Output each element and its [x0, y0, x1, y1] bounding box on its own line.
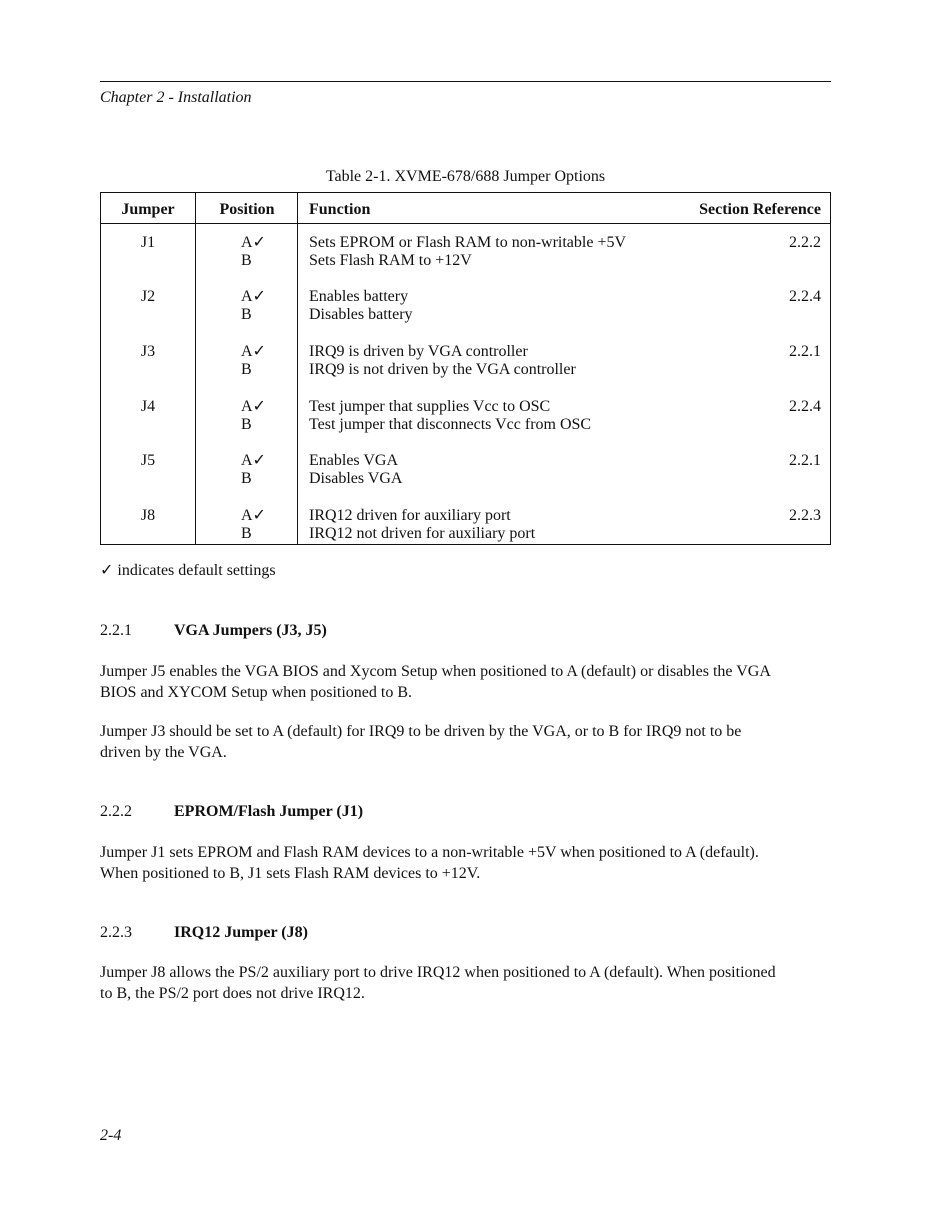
paragraph: [100, 721, 831, 763]
table-caption: Table 2-1. XVME-678/688 Jumper Options: [325, 168, 606, 185]
jumper-cell: J4: [140, 398, 156, 415]
position-a-cell: A✓: [241, 507, 266, 524]
paragraph-line: When positioned to B, J1 sets Flash RAM devices to +12V.: [100, 865, 481, 882]
jumper-cell: J1: [140, 234, 156, 251]
position-a-cell: A✓: [241, 288, 266, 305]
function-b-cell: IRQ12 not driven for auxiliary port: [309, 525, 536, 542]
function-b-cell: Disables VGA: [309, 470, 403, 487]
jumper-options-table: [100, 192, 831, 545]
position-b-cell: B: [241, 252, 252, 269]
paragraph-line: BIOS and XYCOM Setup when positioned to B.: [100, 684, 412, 701]
section-title: IRQ12 Jumper (J8): [174, 924, 308, 941]
jumper-cell: J5: [140, 452, 156, 469]
column-divider: [297, 193, 298, 544]
header-divider: [101, 223, 830, 224]
position-a-cell: A✓: [241, 398, 266, 415]
page-number: 2-4: [100, 1127, 122, 1144]
section-heading-2-2-1: [100, 622, 327, 640]
chapter-header: Chapter 2 - Installation: [100, 89, 252, 106]
paragraph-line: Jumper J1 sets EPROM and Flash RAM devices to a non-writable +5V when positioned to A (default).: [100, 844, 759, 861]
paragraph: [100, 661, 831, 703]
section-ref-cell: 2.2.3: [789, 507, 821, 524]
function-a-cell: Enables battery: [309, 288, 409, 305]
section-ref-cell: 2.2.1: [789, 343, 821, 360]
jumper-cell: J3: [140, 343, 156, 360]
header-section-reference: Section Reference: [699, 201, 821, 218]
header-rule: [100, 81, 831, 82]
function-a-cell: Sets EPROM or Flash RAM to non-writable +5V: [309, 234, 627, 251]
function-b-cell: Disables battery: [309, 306, 413, 323]
section-ref-cell: 2.2.1: [789, 452, 821, 469]
position-b-cell: B: [241, 361, 252, 378]
function-a-cell: Enables VGA: [309, 452, 399, 469]
paragraph-line: driven by the VGA.: [100, 744, 227, 761]
paragraph: [100, 842, 831, 884]
section-heading-2-2-2: [100, 803, 363, 821]
section-number: 2.2.3: [100, 924, 132, 941]
function-b-cell: IRQ9 is not driven by the VGA controller: [309, 361, 576, 378]
section-heading-2-2-3: [100, 924, 308, 942]
section-number: 2.2.1: [100, 622, 132, 639]
paragraph: [100, 962, 831, 1004]
section-ref-cell: 2.2.4: [789, 398, 821, 415]
position-b-cell: B: [241, 470, 252, 487]
header-jumper: Jumper: [121, 201, 175, 218]
paragraph-line: Jumper J3 should be set to A (default) for IRQ9 to be driven by the VGA, or to B for IRQ9 not to be: [100, 723, 742, 740]
section-ref-cell: 2.2.2: [789, 234, 821, 251]
position-b-cell: B: [241, 525, 252, 542]
paragraph-line: to B, the PS/2 port does not drive IRQ12.: [100, 985, 365, 1002]
jumper-cell: J8: [140, 507, 156, 524]
section-number: 2.2.2: [100, 803, 132, 820]
jumper-cell: J2: [140, 288, 156, 305]
position-a-cell: A✓: [241, 343, 266, 360]
position-a-cell: A✓: [241, 234, 266, 251]
paragraph-line: Jumper J8 allows the PS/2 auxiliary port to drive IRQ12 when positioned to A (default). When positioned: [100, 964, 776, 981]
position-a-cell: A✓: [241, 452, 266, 469]
position-b-cell: B: [241, 416, 252, 433]
function-a-cell: IRQ9 is driven by VGA controller: [309, 343, 528, 360]
default-settings-note: ✓ indicates default settings: [100, 562, 276, 579]
section-title: EPROM/Flash Jumper (J1): [174, 803, 364, 820]
function-b-cell: Test jumper that disconnects Vcc from OSC: [309, 416, 592, 433]
section-title: VGA Jumpers (J3, J5): [174, 622, 327, 639]
position-b-cell: B: [241, 306, 252, 323]
column-divider: [195, 193, 196, 544]
function-a-cell: IRQ12 driven for auxiliary port: [309, 507, 511, 524]
paragraph-line: Jumper J5 enables the VGA BIOS and Xycom Setup when positioned to A (default) or disables the VGA: [100, 663, 771, 680]
section-ref-cell: 2.2.4: [789, 288, 821, 305]
header-function: Function: [309, 201, 371, 218]
header-position: Position: [219, 201, 275, 218]
function-b-cell: Sets Flash RAM to +12V: [309, 252, 472, 269]
function-a-cell: Test jumper that supplies Vcc to OSC: [309, 398, 551, 415]
